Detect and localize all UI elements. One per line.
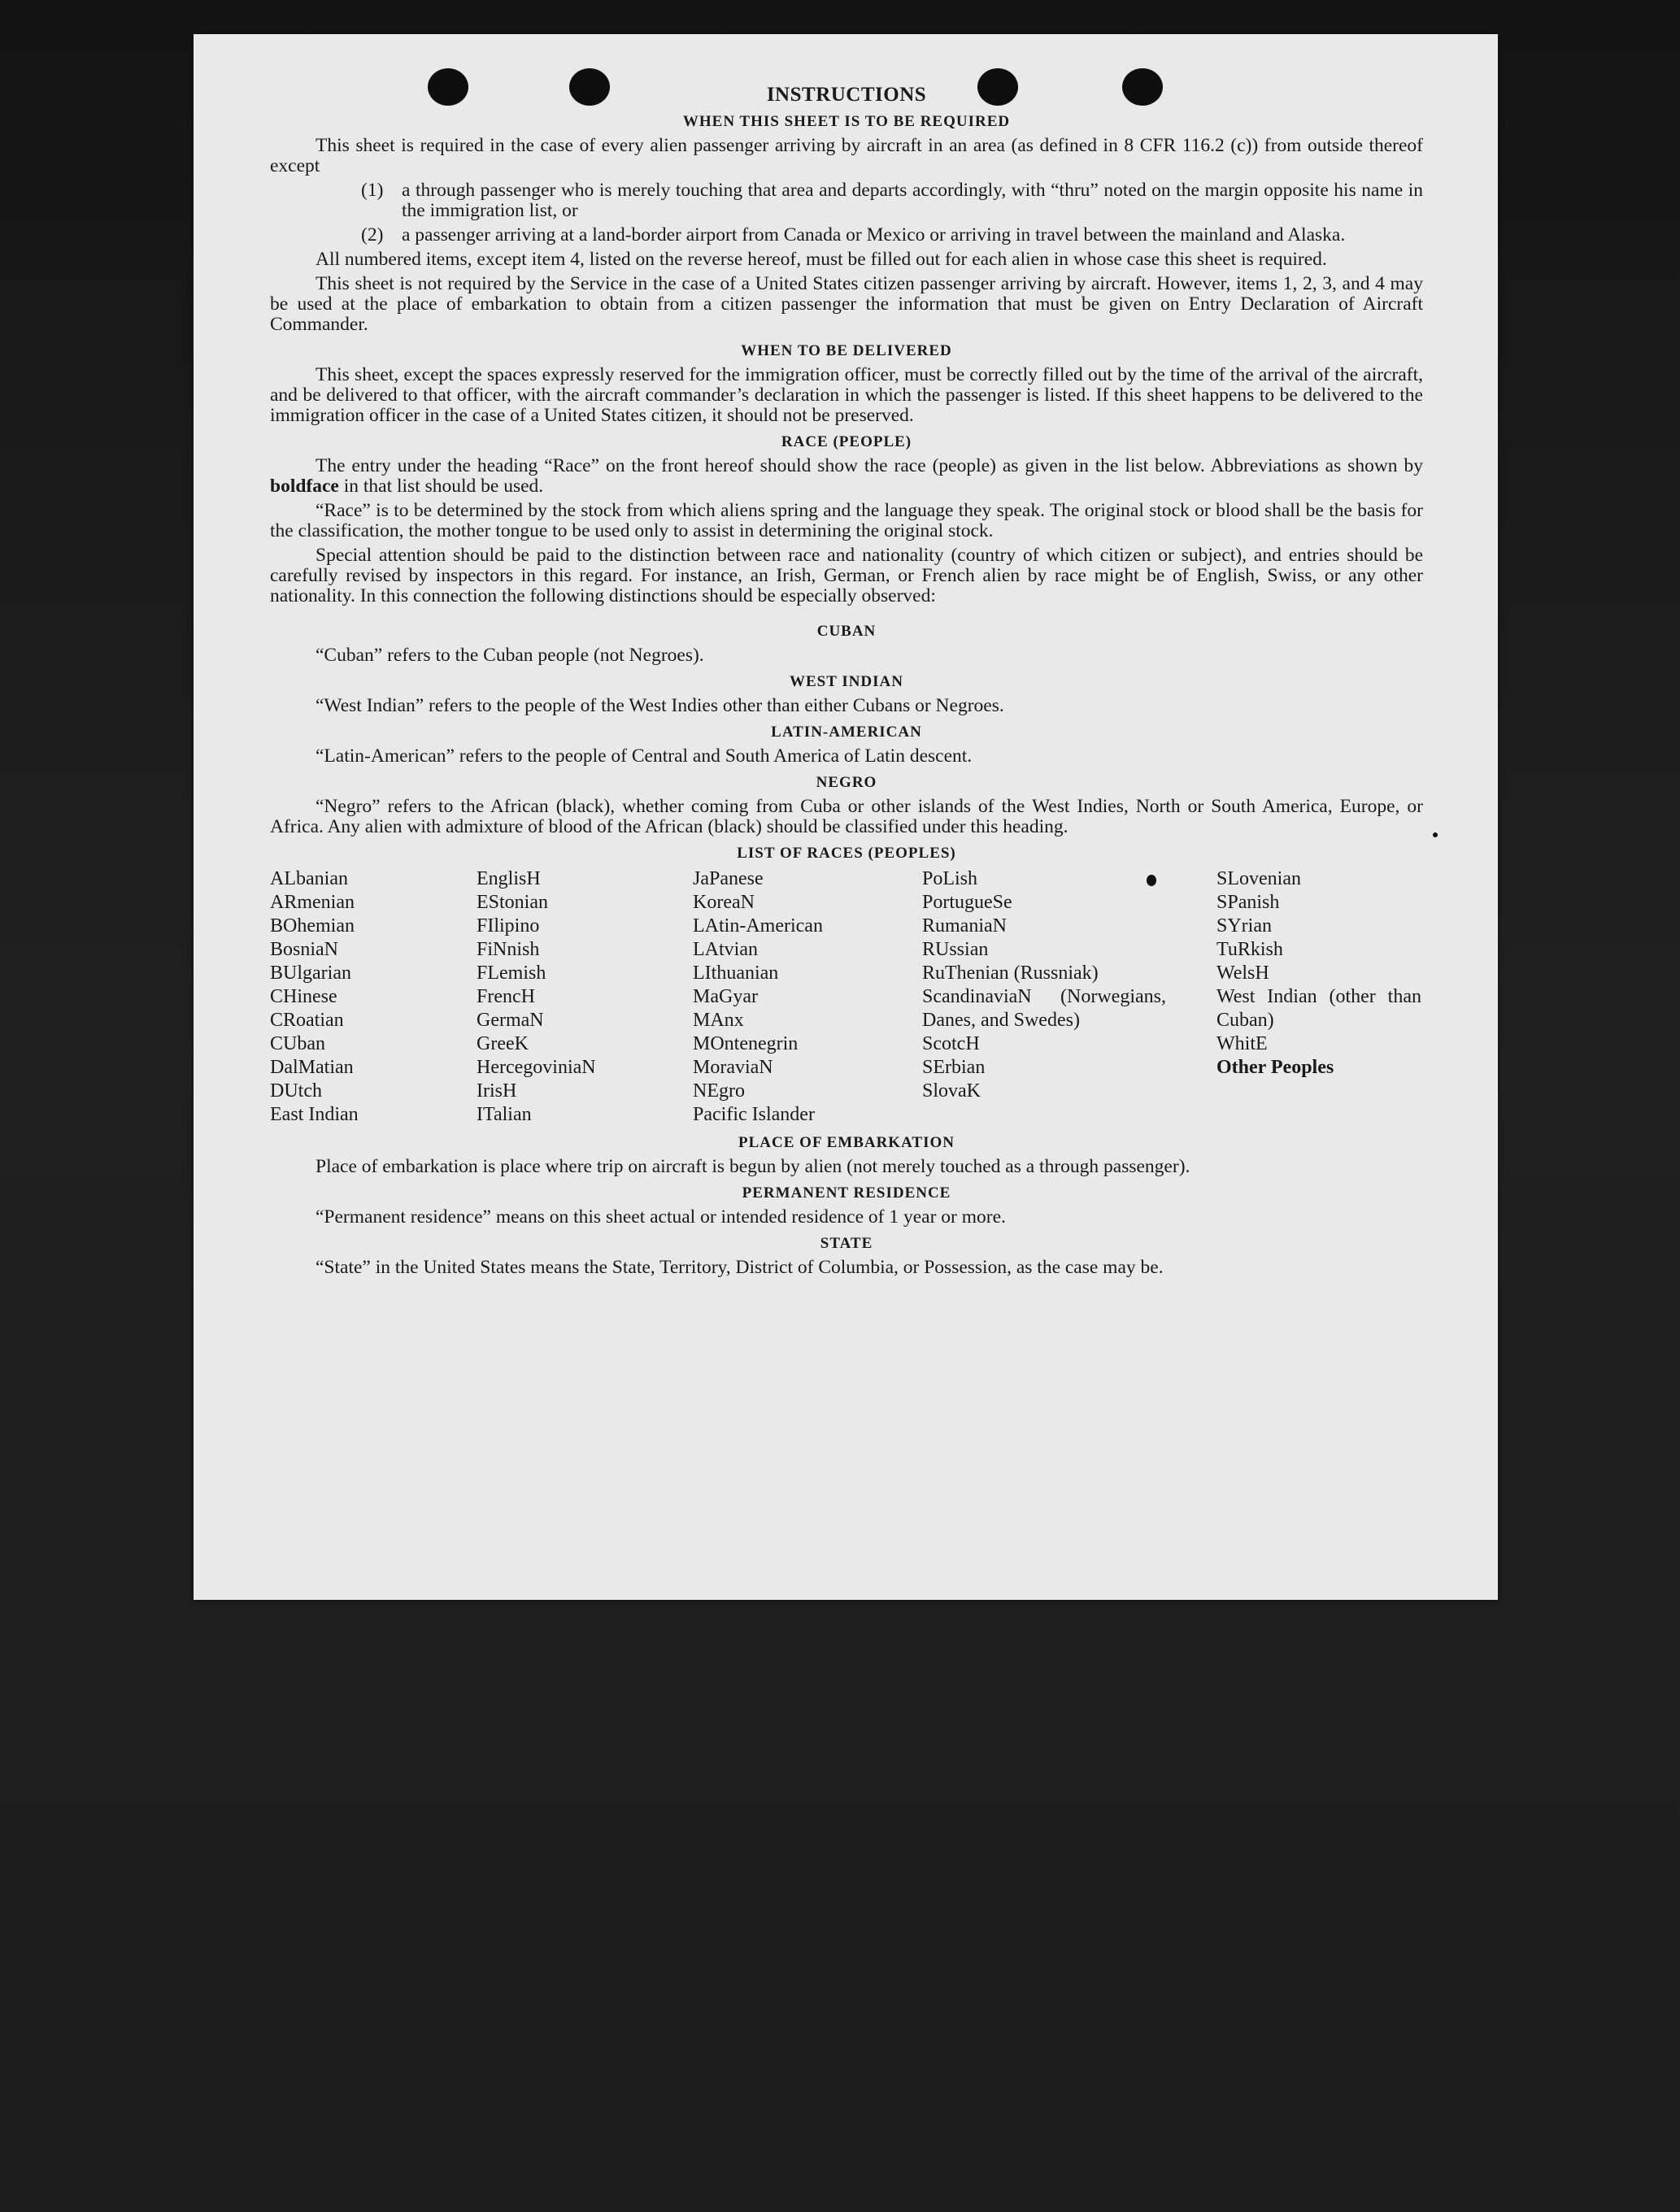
boldface-word: boldface [270,476,339,497]
race-entry: ARmenian [270,892,355,913]
numbered-item-2 [270,225,1423,246]
race-entry: LAtvian [693,939,758,960]
race-entry: SlovaK [922,1080,981,1102]
paragraph-numbered-items: All numbered items, except item 4, listed on the reverse hereof, must be filled out for each alien in whose case this sheet is required. [316,249,1327,270]
page-title: INSTRUCTIONS [766,84,927,106]
race-entry: SYrian [1216,915,1272,937]
race-entry: BUlgarian [270,963,351,984]
race-entry: ITalian [477,1104,532,1125]
race-entry: ScotcH [922,1033,980,1054]
race-entry: MoraviaN [693,1057,773,1078]
race-entry: WelsH [1216,963,1269,984]
races-column-3 [693,867,922,1127]
item-text: a passenger arriving at a land-border airport from Canada or Mexico or arriving in travel between the mainland and Alaska. [402,224,1346,246]
section-heading-race: RACE (PEOPLE) [781,433,912,450]
race-entry: SLovenian [1216,868,1301,889]
section-heading-latin-american: LATIN-AMERICAN [771,724,922,741]
race-entry: FIlipino [477,915,540,937]
race-entry: EStonian [477,892,548,913]
definition-negro: “Negro” refers to the African (black), whether coming from Cuba or other islands of the West Indies, North or South America, Europe, or Africa. Any alien with admixture of blood of the African (black) should be classified under this heading. [270,796,1423,837]
item-text: a through passenger who is merely touching that area and departs accordingly, with “thru” noted on the margin opposite his name in the immigration list, or [402,180,1423,221]
paragraph-race-nationality: Special attention should be paid to the distinction between race and nationality (country of which citizen or subject), and entries should be carefully revised by inspectors in this regard. For instance, an Irish, German, or French alien by race might be of English, Swiss, or any other nationality. In this connection the following distinctions should be especially observed: [270,545,1423,606]
race-entry: SErbian [922,1057,986,1078]
item-number: (1) [361,180,384,201]
race-entry: ScandinaviaN (Norwegians, Danes, and Swedes) [922,986,1166,1031]
paragraph-citizen-passenger: This sheet is not required by the Service in the case of a United States citizen passenger arriving by aircraft. However, items 1, 2, 3, and 4 may be used at the place of embarkation to obtain from a citizen passenger the information that must be given on Entry Declaration of Aircraft Commander. [270,273,1423,335]
section-heading-permanent-residence: PERMANENT RESIDENCE [742,1184,951,1202]
section-heading-embarkation: PLACE OF EMBARKATION [738,1134,955,1151]
race-entry-text-end: in that list should be used. [338,476,544,497]
race-entry: MaGyar [693,986,758,1007]
definition-west-indian: “West Indian” refers to the people of the West Indies other than either Cubans or Negroes. [316,695,1004,716]
race-entry: RUssian [922,939,989,960]
race-entry: Other Peoples [1216,1057,1334,1078]
race-entry: MAnx [693,1010,744,1031]
definition-latin-american: “Latin-American” refers to the people of Central and South America of Latin descent. [316,745,973,767]
definition-cuban: “Cuban” refers to the Cuban people (not Negroes). [316,645,704,666]
section-heading-when-delivered: WHEN TO BE DELIVERED [741,342,952,359]
race-entry: KoreaN [693,892,755,913]
race-entry: East Indian [270,1104,359,1125]
race-entry: PortugueSe [922,892,1012,913]
race-entry: FiNnish [477,939,540,960]
race-entry: IrisH [477,1080,517,1102]
race-entry: NEgro [693,1080,745,1102]
race-entry: DalMatian [270,1057,354,1078]
race-entry: BOhemian [270,915,355,937]
paragraph-permanent-residence: “Permanent residence” means on this sheet actual or intended residence of 1 year or more. [316,1206,1006,1228]
race-entry: CHinese [270,986,337,1007]
numbered-item-1 [270,180,1423,221]
paragraph-race-entry [270,456,1423,497]
race-entry: FLemish [477,963,546,984]
race-entry: FrencH [477,986,535,1007]
race-entry: ALbanian [270,868,348,889]
race-entry: DUtch [270,1080,322,1102]
races-column-1 [270,867,477,1127]
paragraph-state: “State” in the United States means the State, Territory, District of Columbia, or Possession, as the case may be. [316,1257,1164,1278]
race-entry: BosniaN [270,939,338,960]
item-number: (2) [361,224,384,246]
instructions-body [270,85,1423,1282]
paragraph-embarkation: Place of embarkation is place where trip on aircraft is begun by alien (not merely touched as a through passenger). [316,1156,1190,1177]
paragraph-race-stock: “Race” is to be determined by the stock from which aliens spring and the language they speak. The original stock or blood shall be the basis for the classification, the mother tongue to be used only to assist in determining the original stock. [270,500,1423,541]
races-column-2 [477,867,693,1127]
races-column-4 [922,867,1216,1127]
races-column-5 [1216,867,1423,1127]
race-entry: West Indian (other than Cuban) [1216,986,1421,1031]
section-heading-list-of-races: LIST OF RACES (PEOPLES) [737,845,956,862]
race-entry: PoLish [922,868,978,889]
race-entry: TuRkish [1216,939,1283,960]
race-entry: WhitE [1216,1033,1268,1054]
race-entry: CRoatian [270,1010,344,1031]
race-entry: JaPanese [693,868,764,889]
race-entry: SPanish [1216,892,1280,913]
race-entry: CUban [270,1033,325,1054]
document-page [194,34,1498,1600]
race-entry: LIthuanian [693,963,779,984]
race-entry: GreeK [477,1033,529,1054]
section-heading-state: STATE [820,1235,873,1252]
paragraph-when-required-intro: This sheet is required in the case of every alien passenger arriving by aircraft in an area (as defined in 8 CFR 116.2 (c)) from outside thereof except [270,135,1423,176]
section-heading-cuban: CUBAN [816,623,877,640]
races-list [270,867,1423,1127]
paragraph-when-delivered: This sheet, except the spaces expressly reserved for the immigration officer, must be correctly filled out by the time of the arrival of the aircraft, and be delivered to that officer, with the aircraft commander’s declaration in which the passenger is listed. If this sheet happens to be delivered to the immigration officer in the case of a United States citizen, it should not be preserved. [270,364,1423,426]
ink-speck [1433,832,1438,837]
race-entry: GermaN [477,1010,544,1031]
section-heading-when-required: WHEN THIS SHEET IS TO BE REQUIRED [682,113,1011,130]
race-entry: RuThenian (Russniak) [922,963,1099,984]
race-entry: EnglisH [477,868,541,889]
race-entry: MOntenegrin [693,1033,799,1054]
race-entry: LAtin-American [693,915,823,937]
race-entry: HercegoviniaN [477,1057,596,1078]
race-entry: RumaniaN [922,915,1007,937]
race-entry: Pacific Islander [693,1104,815,1125]
section-heading-west-indian: WEST INDIAN [790,673,903,690]
section-heading-negro: NEGRO [816,774,877,791]
race-entry-text: The entry under the heading “Race” on the front hereof should show the race (people) as given in the list below. Abbreviations as shown by [316,455,1423,476]
